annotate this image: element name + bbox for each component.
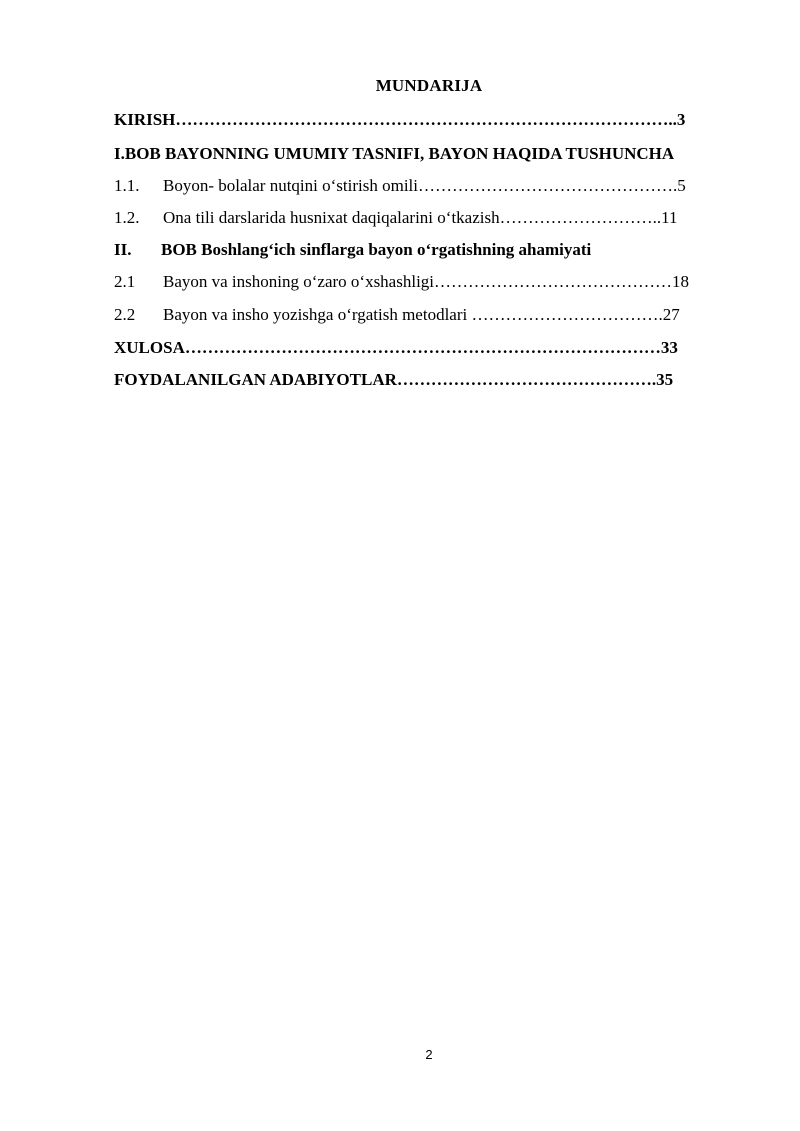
toc-entry-chapter-2	[114, 239, 591, 261]
toc-entry-text: Ona tili darslarida husnixat daqiqalarini o‘tkazish………………………..11	[163, 208, 678, 227]
toc-entry-kirish	[114, 109, 685, 131]
toc-entry-2-1	[114, 271, 689, 293]
toc-entry-text: XULOSA…………………………………………………………………………33	[114, 338, 678, 357]
toc-entry-number: 1.2.	[114, 208, 140, 227]
toc-entry-text: KIRISH……………………………………………………………………………..3	[114, 110, 686, 129]
toc-entry-number: 2.1	[114, 272, 136, 291]
toc-entry-adabiyotlar	[114, 369, 673, 391]
toc-entry-1-1	[114, 175, 686, 197]
toc-entry-text: Bayon va insho yozishga o‘rgatish metodlari …………………………….27	[163, 305, 680, 324]
toc-entry-xulosa	[114, 337, 678, 359]
toc-title: MUNDARIJA	[375, 76, 483, 95]
toc-entry-number: 1.1.	[114, 176, 140, 195]
toc-entry-1-2	[114, 207, 677, 229]
page-number: 2	[425, 1047, 433, 1062]
toc-entry-text: Bayon va inshoning o‘zaro o‘xshashligi……………………………………18	[163, 272, 690, 291]
toc-entry-number: 2.2	[114, 305, 136, 324]
toc-entry-text: BOB Boshlang‘ich sinflarga bayon o‘rgatishning ahamiyati	[161, 240, 592, 259]
toc-entry-chapter-1	[114, 143, 674, 165]
toc-entry-2-2	[114, 304, 680, 326]
toc-entry-number: II.	[114, 240, 132, 259]
toc-entry-text: I.BOB BAYONNING UMUMIY TASNIFI, BAYON HAQIDA TUSHUNCHA	[114, 144, 675, 163]
toc-entry-text: FOYDALANILGAN ADABIYOTLAR……………………………………….35	[114, 370, 674, 389]
toc-entry-text: Boyon- bolalar nutqini o‘stirish omili……………………………………….5	[163, 176, 686, 195]
